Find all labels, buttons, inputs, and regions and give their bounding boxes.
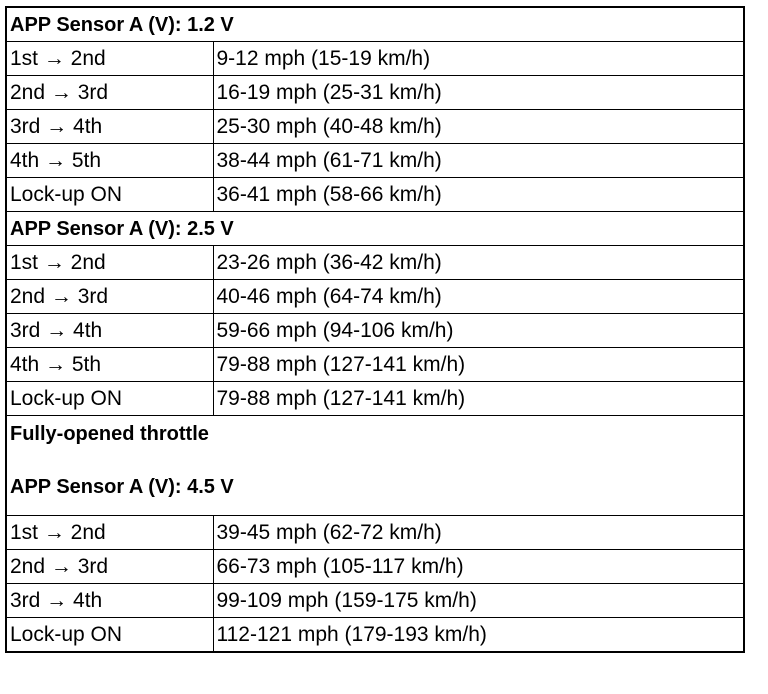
shift-cell: 2nd → 3rd — [6, 280, 213, 314]
shift-cell: 1st → 2nd — [6, 516, 213, 550]
table-row — [6, 382, 744, 416]
section-heading-row — [6, 416, 744, 516]
table-row — [6, 178, 744, 212]
shift-cell: 3rd → 4th — [6, 314, 213, 348]
speed-cell: 59-66 mph (94-106 km/h) — [213, 314, 744, 348]
shift-cell: 3rd → 4th — [6, 110, 213, 144]
shift-cell: Lock-up ON — [6, 618, 213, 653]
speed-cell: 99-109 mph (159-175 km/h) — [213, 584, 744, 618]
shift-cell: 1st → 2nd — [6, 42, 213, 76]
table-row — [6, 76, 744, 110]
table-row — [6, 246, 744, 280]
section-heading: APP Sensor A (V): 1.2 V — [6, 7, 744, 42]
shift-speed-table — [5, 6, 745, 653]
speed-cell: 23-26 mph (36-42 km/h) — [213, 246, 744, 280]
table-row — [6, 314, 744, 348]
table-row — [6, 584, 744, 618]
shift-cell: 2nd → 3rd — [6, 76, 213, 110]
table-body — [6, 7, 744, 652]
speed-cell: 112-121 mph (179-193 km/h) — [213, 618, 744, 653]
speed-cell: 16-19 mph (25-31 km/h) — [213, 76, 744, 110]
shift-cell: Lock-up ON — [6, 382, 213, 416]
shift-cell: 2nd → 3rd — [6, 550, 213, 584]
table-row — [6, 516, 744, 550]
shift-cell: Lock-up ON — [6, 178, 213, 212]
table-row — [6, 42, 744, 76]
section-heading: APP Sensor A (V): 2.5 V — [6, 212, 744, 246]
shift-cell: 4th → 5th — [6, 348, 213, 382]
section-heading-row — [6, 212, 744, 246]
shift-cell: 4th → 5th — [6, 144, 213, 178]
speed-cell: 38-44 mph (61-71 km/h) — [213, 144, 744, 178]
table-row — [6, 280, 744, 314]
table-row — [6, 618, 744, 653]
speed-cell: 79-88 mph (127-141 km/h) — [213, 348, 744, 382]
speed-cell: 79-88 mph (127-141 km/h) — [213, 382, 744, 416]
table-row — [6, 550, 744, 584]
table-row — [6, 144, 744, 178]
shift-cell: 1st → 2nd — [6, 246, 213, 280]
speed-cell: 25-30 mph (40-48 km/h) — [213, 110, 744, 144]
speed-cell: 9-12 mph (15-19 km/h) — [213, 42, 744, 76]
section-heading-line: APP Sensor A (V): 4.5 V — [10, 476, 234, 498]
table-row — [6, 110, 744, 144]
section-heading — [6, 416, 744, 516]
speed-cell: 40-46 mph (64-74 km/h) — [213, 280, 744, 314]
speed-cell: 36-41 mph (58-66 km/h) — [213, 178, 744, 212]
shift-cell: 3rd → 4th — [6, 584, 213, 618]
table-row — [6, 348, 744, 382]
speed-cell: 66-73 mph (105-117 km/h) — [213, 550, 744, 584]
speed-cell: 39-45 mph (62-72 km/h) — [213, 516, 744, 550]
section-heading-row — [6, 7, 744, 42]
section-heading-line: Fully-opened throttle — [10, 423, 209, 445]
